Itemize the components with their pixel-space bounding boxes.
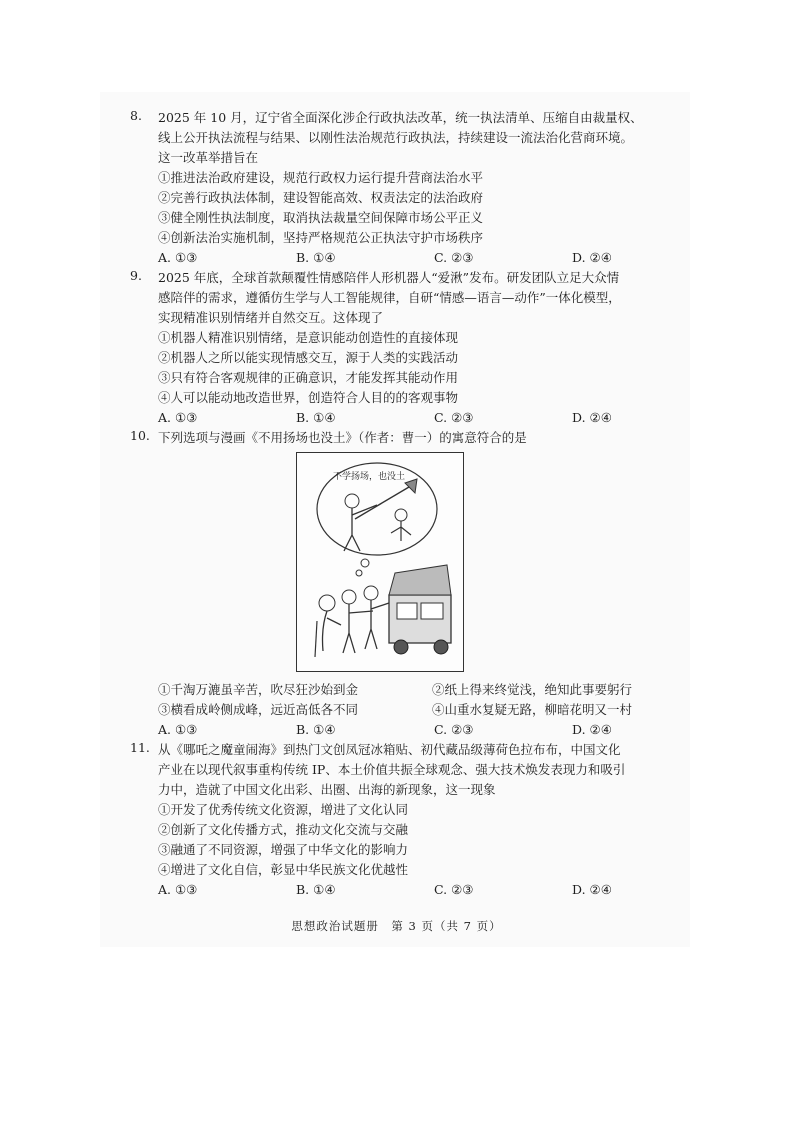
question-text: 实现精准识别情绪并自然交互。这体现了	[158, 310, 384, 325]
choice-a[interactable]: A. ①③	[158, 882, 198, 897]
statement: ②创新了文化传播方式，推动文化交流与交融	[158, 822, 409, 837]
answer-choices	[158, 720, 668, 740]
question-text: 从《哪吒之魔童闹海》到热门文创凤冠冰箱贴、初代藏品级薄荷色拉布布，中国文化	[158, 742, 621, 757]
shovel-icon	[405, 479, 417, 493]
truck-wheel	[394, 640, 408, 654]
question-content	[130, 108, 675, 900]
figure-head	[364, 586, 378, 600]
statement: ④增进了文化自信，彰显中华民族文化优越性	[158, 862, 409, 877]
choice-a[interactable]: A. ①③	[158, 410, 198, 425]
statement: ④人可以能动地改造世界，创造符合人目的的客观事物	[158, 390, 459, 405]
choice-d[interactable]: D. ②④	[572, 250, 612, 265]
thought-dot	[361, 559, 369, 567]
truck-wheel	[434, 640, 448, 654]
choice-c[interactable]: C. ②③	[434, 722, 474, 737]
figure-head	[319, 595, 335, 611]
statement: ②完善行政执法体制，建设智能高效、权责法定的法治政府	[158, 190, 484, 205]
cartoon-caption: 不学扬场，也没土	[333, 472, 406, 482]
shovel-handle	[355, 487, 409, 519]
question-text: 感陪伴的需求，遵循仿生学与人工智能规律，自研“情感—语言—动作”一体化模型，	[158, 290, 621, 305]
option-pair	[158, 700, 668, 720]
choice-d[interactable]: D. ②④	[572, 722, 612, 737]
truck-window	[397, 603, 417, 619]
choice-c[interactable]: C. ②③	[434, 250, 474, 265]
statement: ③健全刚性执法制度，取消执法裁量空间保障市场公平正义	[158, 210, 484, 225]
choice-c[interactable]: C. ②③	[434, 882, 474, 897]
page-footer: 思想政治试题册 第 3 页（共 7 页）	[291, 919, 502, 933]
truck-cargo	[389, 565, 451, 595]
question-text: 力中，造就了中国文化出彩、出圈、出海的新现象，这一现象	[158, 782, 496, 797]
choice-a[interactable]: A. ①③	[158, 722, 198, 737]
statement: ①千淘万漉虽辛苦，吹尽狂沙始到金	[158, 682, 359, 697]
question-number: 10.	[130, 428, 150, 443]
cartoon-image	[296, 452, 464, 672]
question-8	[130, 108, 675, 268]
figure-head	[342, 590, 356, 604]
figure-head	[345, 494, 359, 508]
figure-body	[323, 611, 342, 651]
question-text: 这一改革举措旨在	[158, 150, 259, 165]
choice-b[interactable]: B. ①④	[296, 722, 336, 737]
question-number: 8.	[130, 108, 142, 123]
answer-choices	[158, 880, 668, 900]
choice-d[interactable]: D. ②④	[572, 410, 612, 425]
truck-window	[421, 603, 443, 619]
question-text: 2025 年 10 月，辽宁省全面深化涉企行政执法改革，统一执法清单、压缩自由裁量权、	[158, 110, 643, 125]
choice-d[interactable]: D. ②④	[572, 882, 612, 897]
statement: ①推进法治政府建设，规范行政权力运行提升营商法治水平	[158, 170, 484, 185]
figure-body	[344, 505, 377, 551]
question-10	[130, 428, 675, 740]
choice-b[interactable]: B. ①④	[296, 250, 336, 265]
figure-body	[391, 521, 411, 541]
statement: ③融通了不同资源，增强了中华文化的影响力	[158, 842, 409, 857]
answer-choices	[158, 248, 668, 268]
choice-b[interactable]: B. ①④	[296, 410, 336, 425]
answer-choices	[158, 408, 668, 428]
figure-head	[395, 509, 407, 521]
statement: ④山重水复疑无路，柳暗花明又一村	[432, 702, 633, 717]
thought-dot	[356, 570, 362, 576]
statement: ④创新法治实施机制，坚持严格规范公正执法守护市场秩序	[158, 230, 484, 245]
statement: ③只有符合客观规律的正确意识，才能发挥其能动作用	[158, 370, 459, 385]
question-9	[130, 268, 675, 428]
choice-c[interactable]: C. ②③	[434, 410, 474, 425]
question-number: 9.	[130, 268, 142, 283]
question-text: 线上公开执法流程与结果、以刚性法治规范行政执法，持续建设一流法治化营商环境。	[158, 130, 634, 145]
statement: ③横看成岭侧成峰，远近高低各不同	[158, 702, 359, 717]
statement: ②机器人之所以能实现情感交互，源于人类的实践活动	[158, 350, 459, 365]
question-number: 11.	[130, 740, 150, 755]
statement: ①机器人精准识别情绪，是意识能动创造性的直接体现	[158, 330, 459, 345]
choice-a[interactable]: A. ①③	[158, 250, 198, 265]
question-text: 下列选项与漫画《不用扬场也没土》（作者：曹一）的寓意符合的是	[158, 430, 527, 445]
choice-b[interactable]: B. ①④	[296, 882, 336, 897]
figure-body	[343, 604, 373, 653]
statement: ①开发了优秀传统文化资源，增进了文化认同	[158, 802, 409, 817]
walking-cane	[315, 621, 317, 657]
statement: ②纸上得来终觉浅，绝知此事要躬行	[432, 682, 633, 697]
question-text: 产业在以现代叙事重构传统 IP、本土价值共振全球观念、强大技术焕发表现力和吸引	[158, 762, 626, 777]
question-11	[130, 740, 675, 900]
figure-body	[365, 600, 389, 649]
option-pair	[158, 680, 668, 700]
question-text: 2025 年底，全球首款颠覆性情感陪伴人形机器人“爱湫”发布。研发团队立足大众情	[158, 270, 620, 285]
cartoon-drawing	[297, 453, 463, 671]
